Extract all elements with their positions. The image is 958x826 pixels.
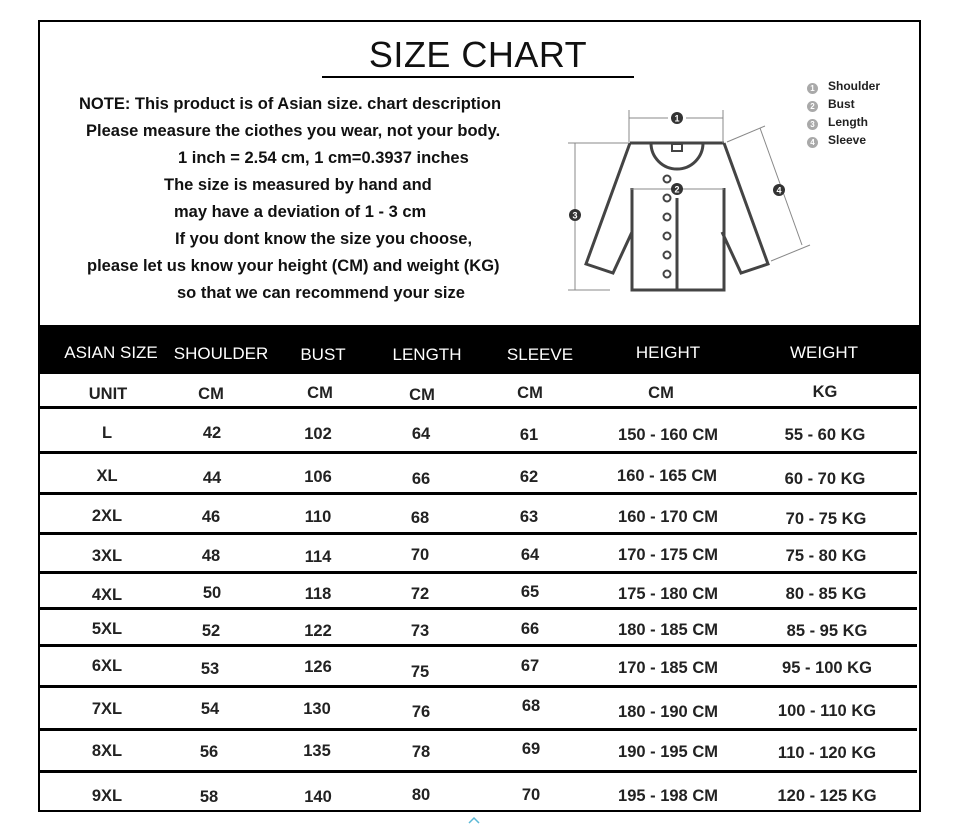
row-divider <box>38 571 917 574</box>
number-1-icon: 1 <box>807 83 818 94</box>
note-line: 1 inch = 2.54 cm, 1 cm=0.3937 inches <box>178 149 469 167</box>
svg-text:2: 2 <box>674 184 680 195</box>
column-header-sleeve: SLEEVE <box>506 345 574 364</box>
row-divider <box>38 451 917 454</box>
table-header <box>38 325 919 374</box>
number-2-icon: 2 <box>807 101 818 112</box>
svg-text:1: 1 <box>674 113 680 124</box>
chevron-up-icon[interactable] <box>468 814 480 826</box>
column-header-shoulder: SHOULDER <box>173 344 269 363</box>
row-divider <box>38 532 917 535</box>
column-header-weight: WEIGHT <box>790 343 858 362</box>
page-title: SIZE CHART <box>368 34 588 75</box>
note-line: please let us know your height (CM) and weight (KG) <box>87 257 500 275</box>
measurement-legend <box>807 77 880 149</box>
row-divider <box>38 728 917 731</box>
row-divider <box>38 607 917 610</box>
row-divider <box>38 644 917 647</box>
note-line: Please measure the ciothes you wear, not your body. <box>86 122 501 140</box>
number-4-icon: 4 <box>807 137 818 148</box>
row-divider <box>38 770 917 773</box>
column-header-asian-size: ASIAN SIZE <box>64 343 158 362</box>
svg-text:4: 4 <box>776 185 782 196</box>
column-header-height: HEIGHT <box>635 343 701 362</box>
legend-item-length: 3 Length <box>807 113 880 131</box>
number-3-icon: 3 <box>807 119 818 130</box>
note-line: may have a deviation of 1 - 3 cm <box>174 203 427 221</box>
note-line: NOTE: This product is of Asian size. chart description <box>79 95 502 113</box>
column-header-length: LENGTH <box>392 345 462 364</box>
legend-item-bust: 2 Bust <box>807 95 880 113</box>
legend-item-sleeve: 4 Sleeve <box>807 131 880 149</box>
row-divider <box>38 492 917 495</box>
legend-item-shoulder: 1 Shoulder <box>807 77 880 95</box>
row-divider <box>38 406 917 409</box>
column-header-bust: BUST <box>300 345 346 364</box>
svg-text:3: 3 <box>572 210 578 221</box>
note-line: The size is measured by hand and <box>164 176 432 194</box>
note-line: If you dont know the size you choose, <box>175 230 473 248</box>
garment-diagram <box>560 100 820 300</box>
row-divider <box>38 685 917 688</box>
title-underline <box>322 76 634 78</box>
note-line: so that we can recommend your size <box>177 284 465 302</box>
